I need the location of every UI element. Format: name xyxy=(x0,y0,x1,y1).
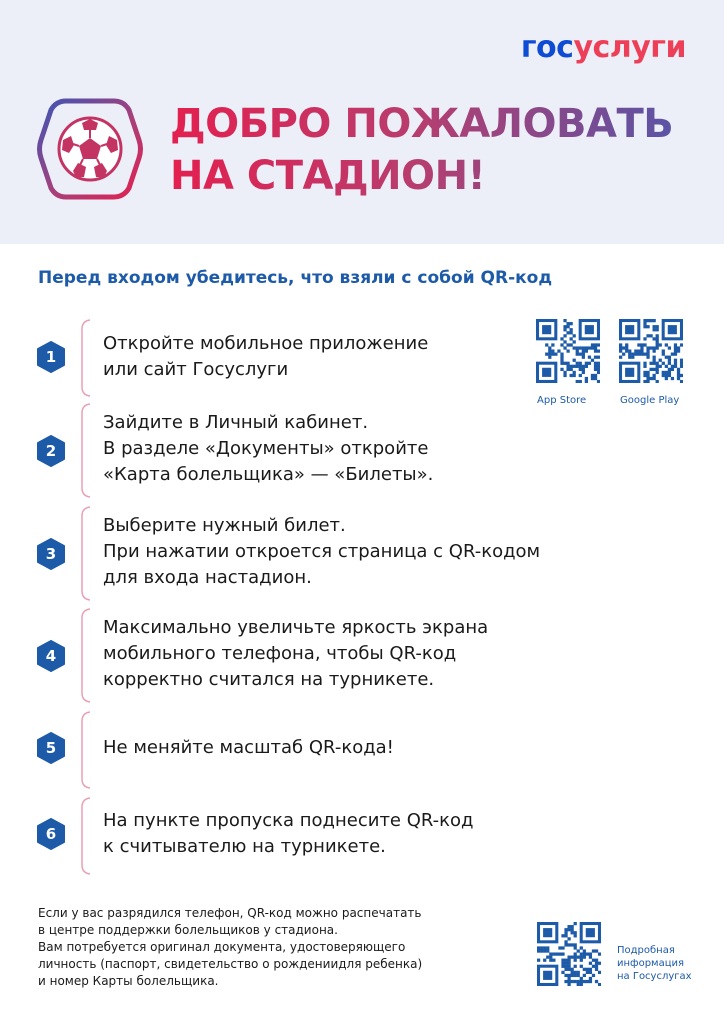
bracket-divider xyxy=(76,403,102,498)
step-6 xyxy=(36,797,556,875)
step-text: Выберите нужный билет. При нажатии откроется страница с QR-кодом для входа настадион. xyxy=(103,515,541,588)
bracket-divider xyxy=(76,711,102,789)
footer-note: Если у вас разрядился телефон, QR-код можно распечатать в центре поддержки болельщиков у стадиона. Вам потребуется оригинал документа, удостоверяющего личность (паспорт, свидетельство о рождениидля ребенка) и номер Карты болельщика. xyxy=(38,906,423,988)
step-text: Не меняйте масштаб QR-кода! xyxy=(103,737,394,758)
page-title xyxy=(170,98,710,202)
google-play-label[interactable]: Google Play xyxy=(620,395,680,406)
step-5 xyxy=(36,711,556,789)
step-text: На пункте пропуска поднесите QR-код к считывателю на турникете. xyxy=(103,810,474,857)
gosuslugi-logo[interactable] xyxy=(521,30,686,65)
bracket-divider xyxy=(76,797,102,875)
more-info-qr-code[interactable] xyxy=(537,922,601,986)
logo-text-uslugi: услуги xyxy=(573,30,686,65)
step-2 xyxy=(36,403,556,498)
app-store-label[interactable]: App Store xyxy=(537,395,587,406)
header-banner xyxy=(0,0,724,244)
bracket-divider xyxy=(76,608,102,703)
step-number: 1 xyxy=(45,348,57,366)
google-play-qr-code[interactable] xyxy=(619,319,683,383)
step-number: 5 xyxy=(45,739,57,757)
subtitle: Перед входом убедитесь, что взяли с собой QR-код xyxy=(38,268,553,288)
step-4 xyxy=(36,608,556,703)
step-3 xyxy=(36,506,556,601)
step-number: 4 xyxy=(45,647,57,665)
logo-text-gos: гос xyxy=(520,30,574,65)
bracket-divider xyxy=(76,506,102,601)
step-number: 6 xyxy=(45,825,57,843)
step-number: 2 xyxy=(45,442,57,460)
step-number: 3 xyxy=(45,545,57,563)
title-line-1: ДОБРО ПОЖАЛОВАТЬ xyxy=(170,101,674,147)
step-text: Откройте мобильное приложение или сайт Госуслуги xyxy=(103,333,429,380)
step-text: Зайдите в Личный кабинет. В разделе «Документы» откройте «Карта болельщика» — «Билеты». xyxy=(103,412,434,485)
bracket-divider xyxy=(76,319,102,397)
step-text: Максимально увеличьте яркость экрана мобильного телефона, чтобы QR-код корректно считался на турникете. xyxy=(103,617,489,690)
title-line-2: НА СТАДИОН! xyxy=(170,153,486,199)
step-1 xyxy=(36,319,556,397)
more-info-label[interactable]: Подробная информация на Госуслугах xyxy=(617,945,692,982)
football-icon xyxy=(36,95,144,203)
